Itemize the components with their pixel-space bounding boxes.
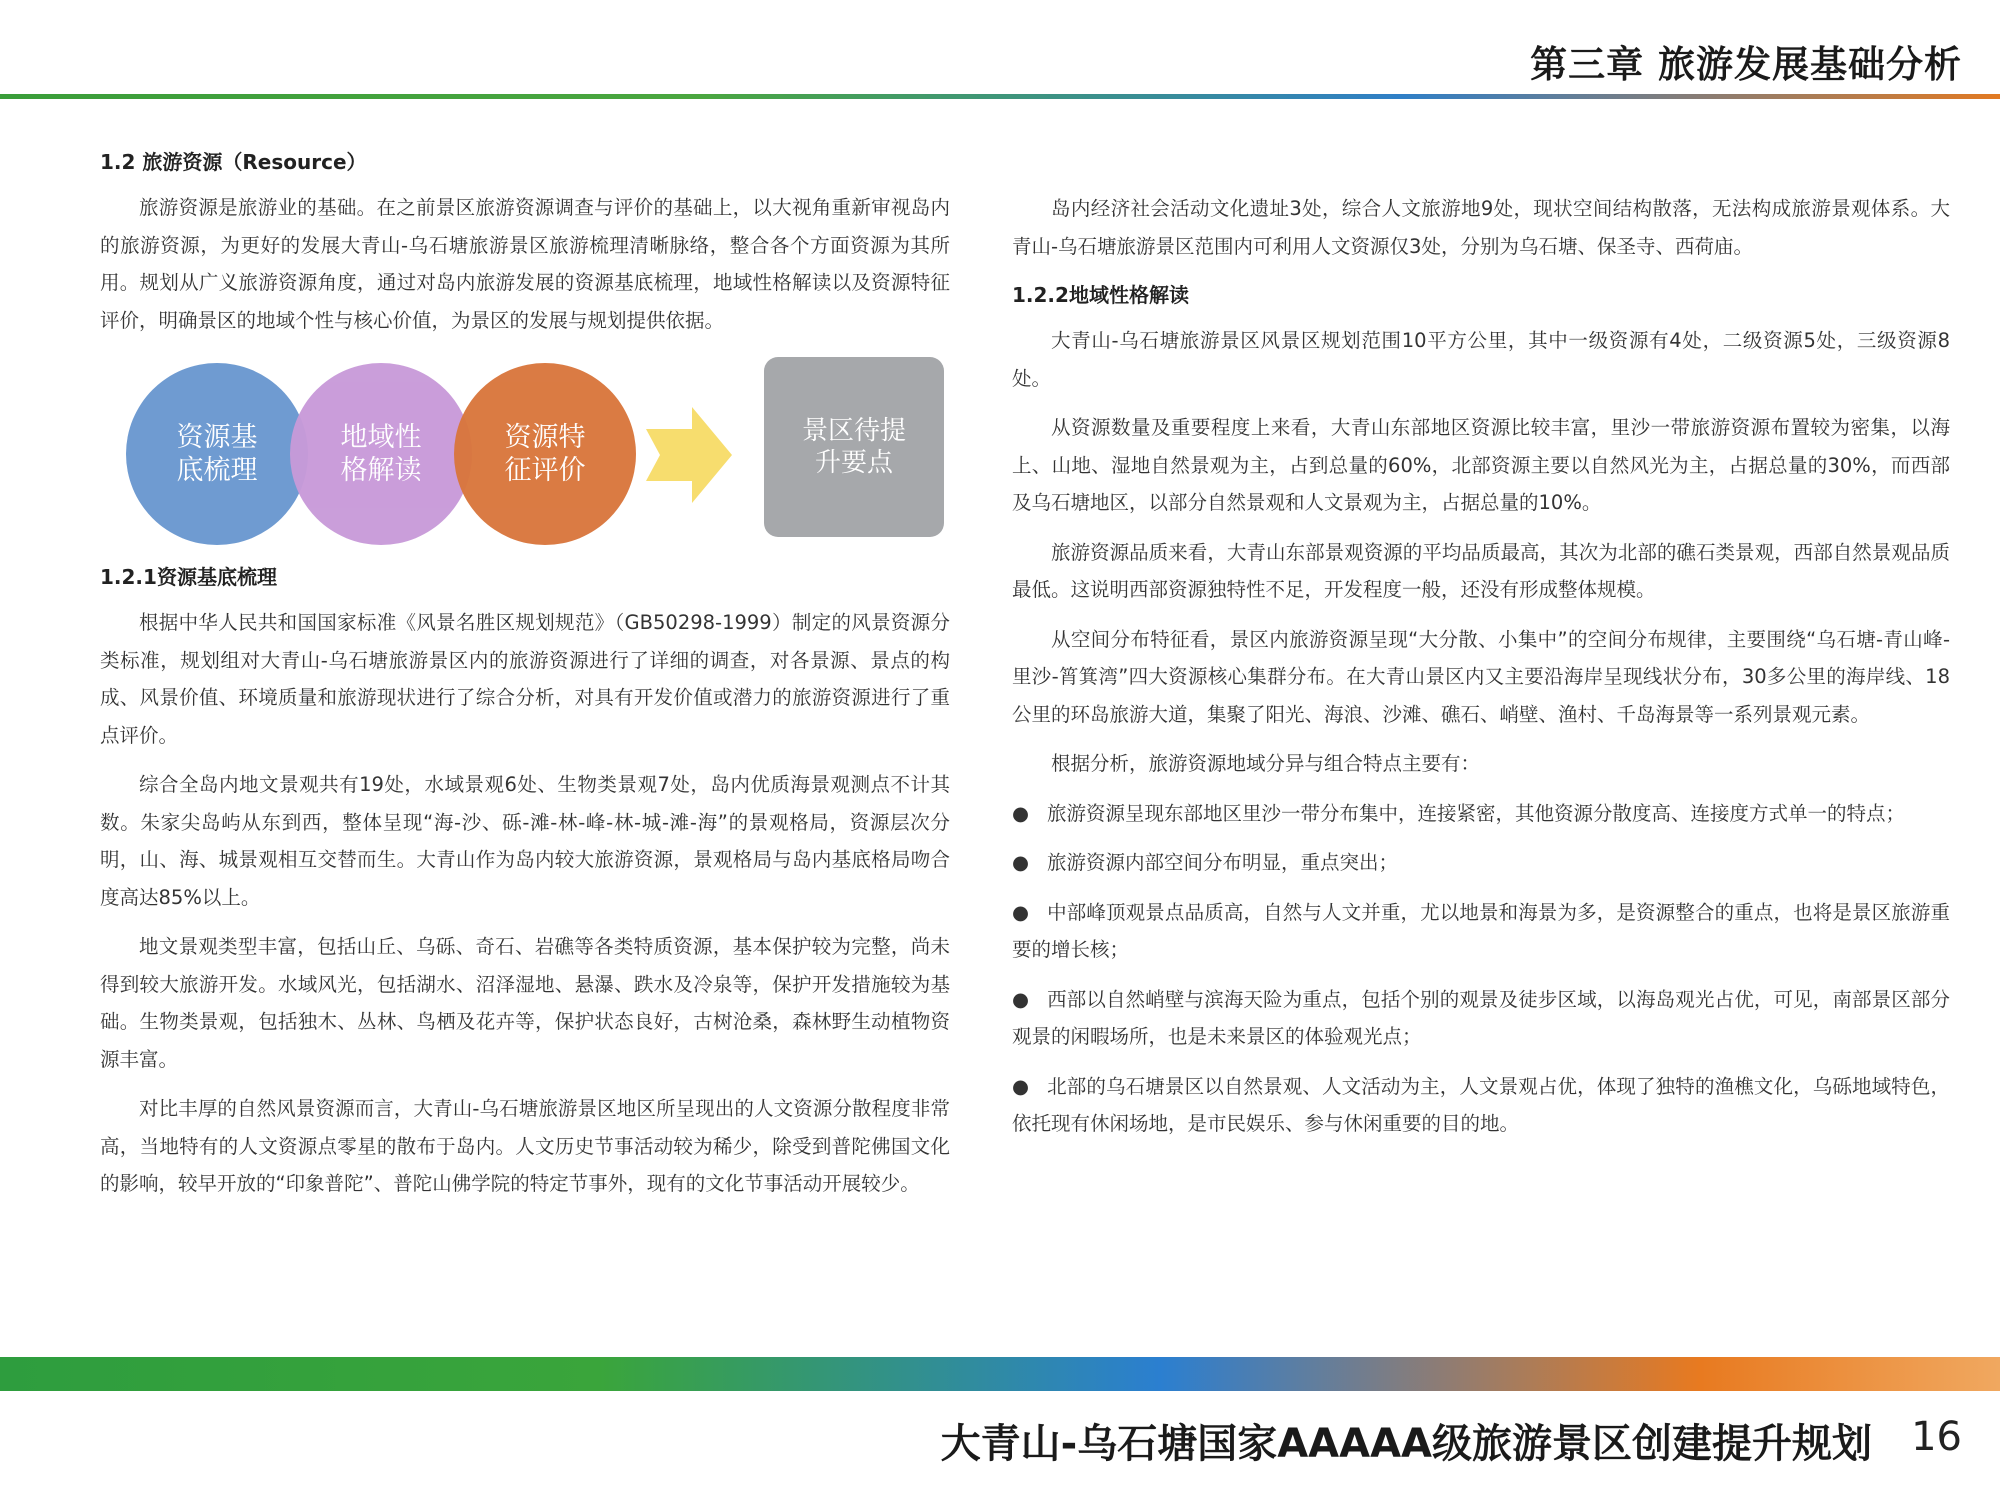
result-box <box>764 357 944 537</box>
step-circle-character <box>290 363 472 545</box>
paragraph: 综合全岛内地文景观共有19处，水域景观6处、生物类景观7处，岛内优质海景观测点不计其数。朱家尖岛屿从东到西，整体呈现“海-沙、砾-滩-林-峰-林-城-滩-海”的景观格局，资源层次分明，山、海、城景观相互交替而生。大青山作为岛内较大旅游资源，景观格局与岛内基底格局吻合度高达85%以上。 <box>100 773 950 909</box>
intro-paragraph: 旅游资源是旅游业的基础。在之前景区旅游资源调查与评价的基础上，以大视角重新审视岛内的旅游资源，为更好的发展大青山-乌石塘旅游景区旅游梳理清晰脉络，整合各个方面资源为其所用。规划从广义旅游资源角度，通过对岛内旅游发展的资源基底梳理，地域性格解读以及资源特征评价，明确景区的地域个性与核心价值，为景区的发展与规划提供依据。 <box>100 196 950 332</box>
left-column <box>100 140 950 1215</box>
chapter-title: 第三章 旅游发展基础分析 <box>1530 43 1962 86</box>
paragraph: 根据中华人民共和国国家标准《风景名胜区规划规范》（GB50298-1999）制定的风景资源分类标准，规划组对大青山-乌石塘旅游景区内的旅游资源进行了详细的调查，对各景源、景点的构成、风景价值、环境质量和旅游现状进行了综合分析，对具有开发价值或潜力的旅游资源进行了重点评价。 <box>100 611 950 747</box>
list-item <box>1012 894 1950 969</box>
paragraph: 旅游资源品质来看，大青山东部景观资源的平均品质最高，其次为北部的礁石类景观，西部自然景观品质最低。这说明西部资源独特性不足，开发程度一般，还没有形成整体规模。 <box>1012 540 1950 601</box>
list-item-text: 旅游资源呈现东部地区里沙一带分布集中，连接紧密，其他资源分散度高、连接度方式单一的特点； <box>1047 801 1906 825</box>
paragraph: 根据分析，旅游资源地域分异与组合特点主要有： <box>1051 752 1481 775</box>
list-item-text: 旅游资源内部空间分布明显，重点突出； <box>1047 851 1399 874</box>
bullet-icon: ● <box>1012 851 1030 874</box>
step-label-character: 地域性格解读 <box>340 422 422 486</box>
right-column <box>1012 190 1950 1155</box>
bullet-icon: ● <box>1012 801 1030 825</box>
document-title: 大青山-乌石塘国家AAAAA级旅游景区创建提升规划 <box>940 1421 1872 1467</box>
step-label-evaluation: 资源特征评价 <box>504 422 586 486</box>
step-label-base: 资源基底梳理 <box>176 422 258 486</box>
list-item-text: 中部峰顶观景点品质高，自然与人文并重，尤以地景和海景为多，是资源整合的重点，也将是景区旅游重要的增长核； <box>1012 900 1950 961</box>
section-heading: 1.2 旅游资源（Resource） <box>100 150 367 174</box>
list-item-text: 北部的乌石塘景区以自然景观、人文活动为主，人文景观占优，体现了独特的渔樵文化，乌砾地域特色，依托现有休闲场地，是市民娱乐、参与休闲重要的目的地。 <box>1012 1074 1950 1135</box>
step-circle-base <box>126 363 308 545</box>
list-item <box>1012 844 1950 882</box>
paragraph: 岛内经济社会活动文化遗址3处，综合人文旅游地9处，现状空间结构散落，无法构成旅游景观体系。大青山-乌石塘旅游景区范围内可利用人文资源仅3处，分别为乌石塘、保圣寺、西荷庙。 <box>1012 197 1950 258</box>
paragraph: 大青山-乌石塘旅游景区风景区规划范围10平方公里，其中一级资源有4处，二级资源5处，三级资源8处。 <box>1012 329 1950 390</box>
list-item-text: 西部以自然峭壁与滨海天险为重点，包括个别的观景及徒步区域，以海岛观光占优，可见，南部景区部分观景的闲暇场所，也是未来景区的体验观光点； <box>1012 987 1950 1048</box>
bullet-icon: ● <box>1012 900 1030 924</box>
list-item <box>1012 1068 1950 1143</box>
paragraph: 地文景观类型丰富，包括山丘、乌砾、奇石、岩礁等各类特质资源，基本保护较为完整，尚未得到较大旅游开发。水域风光，包括湖水、沼泽湿地、悬瀑、跌水及冷泉等，保护开发措施较为基础。生物类景观，包括独木、丛林、鸟栖及花卉等，保护状态良好，古树沧桑，森林野生动植物资源丰富。 <box>100 935 950 1071</box>
result-label: 景区待提升要点 <box>801 416 906 478</box>
list-item <box>1012 795 1950 833</box>
bullet-icon: ● <box>1012 987 1030 1011</box>
subheading-1-2-1: 1.2.1资源基底梳理 <box>100 565 277 589</box>
paragraph: 从资源数量及重要程度上来看，大青山东部地区资源比较丰富，里沙一带旅游资源布置较为密集，以海上、山地、湿地自然景观为主，占到总量的60%，北部资源主要以自然风光为主，占据总量的30%，而西部及乌石塘地区，以部分自然景观和人文景观为主，占据总量的10%。 <box>1012 416 1950 514</box>
bullet-list <box>1012 795 1950 1143</box>
paragraph: 从空间分布特征看，景区内旅游资源呈现“大分散、小集中”的空间分布规律，主要围绕“乌石塘-青山峰-里沙-筲箕湾”四大资源核心集群分布。在大青山景区内又主要沿海岸呈现线状分布，30多公里的海岸线、18公里的环岛旅游大道，集聚了阳光、海浪、沙滩、礁石、峭壁、渔村、千岛海景等一系列景观元素。 <box>1012 627 1950 726</box>
paragraph: 对比丰厚的自然风景资源而言，大青山-乌石塘旅游景区地区所呈现出的人文资源分散程度非常高，当地特有的人文资源点零星的散布于岛内。人文历史节事活动较为稀少，除受到普陀佛国文化的影响，较早开放的“印象普陀”、普陀山佛学院的特定节事外，现有的文化节事活动开展较少。 <box>100 1097 950 1195</box>
page-number: 16 <box>1911 1414 1962 1460</box>
bullet-icon: ● <box>1012 1074 1030 1098</box>
arrow-right-icon <box>646 407 732 503</box>
step-circle-evaluation <box>454 363 636 545</box>
list-item <box>1012 981 1950 1056</box>
header-divider <box>0 94 2000 99</box>
process-diagram <box>100 357 950 547</box>
footer-gradient-bar <box>0 1357 2000 1391</box>
subheading-1-2-2: 1.2.2地域性格解读 <box>1012 283 1189 307</box>
